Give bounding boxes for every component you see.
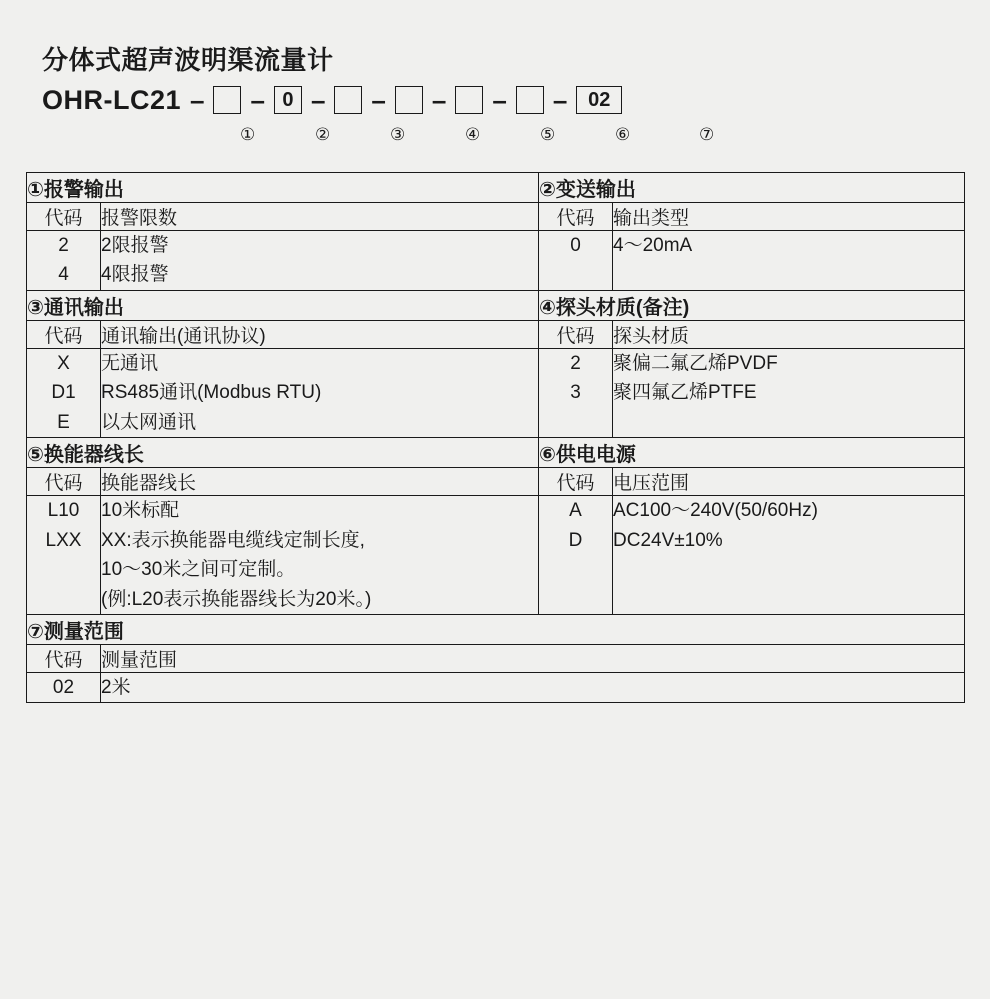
section-heading-3: ③通讯输出 xyxy=(27,290,539,320)
marker-2: ② xyxy=(315,125,331,144)
marker-4: ④ xyxy=(465,125,481,144)
table-row xyxy=(27,231,965,291)
section-2-descs xyxy=(613,231,965,291)
table-row xyxy=(27,644,965,672)
code-cell: LXX xyxy=(45,529,82,551)
options-table xyxy=(26,172,965,703)
desc-cell: 无通讯 xyxy=(101,352,159,374)
col-header-code-6: 代码 xyxy=(539,468,613,496)
col-header-code-1: 代码 xyxy=(27,203,101,231)
section-7-descs xyxy=(101,672,965,702)
table-row xyxy=(27,348,965,437)
desc-cell: RS485通讯(Modbus RTU) xyxy=(101,382,322,404)
section-6-descs xyxy=(613,496,965,615)
desc-note: 10～30米之间可定制。 xyxy=(101,559,296,581)
model-slot-4[interactable] xyxy=(395,86,423,114)
model-prefix: OHR-LC21 xyxy=(42,84,182,115)
marker-3: ③ xyxy=(390,125,406,144)
desc-cell: AC100～240V(50/60Hz) xyxy=(613,500,818,522)
code-cell: D1 xyxy=(51,382,76,404)
section-heading-1: ①报警输出 xyxy=(27,173,539,203)
code-cell: A xyxy=(569,500,582,522)
code-cell: D xyxy=(568,529,583,551)
section-heading-4: ④探头材质(备注) xyxy=(539,290,965,320)
section-heading-7: ⑦测量范围 xyxy=(27,614,965,644)
col-header-desc-3: 通讯输出(通讯协议) xyxy=(101,320,539,348)
section-3-codes xyxy=(27,348,101,437)
section-1-codes xyxy=(27,231,101,291)
col-header-code-5: 代码 xyxy=(27,468,101,496)
code-cell: E xyxy=(57,411,70,433)
col-header-desc-6: 电压范围 xyxy=(613,468,965,496)
col-header-code-3: 代码 xyxy=(27,320,101,348)
section-4-codes xyxy=(539,348,613,437)
desc-cell: 聚四氟乙烯PTFE xyxy=(613,382,757,404)
code-cell: 4 xyxy=(58,264,69,286)
code-cell: X xyxy=(57,352,70,374)
model-slot-3[interactable] xyxy=(334,86,362,114)
table-row xyxy=(27,173,965,203)
table-row xyxy=(27,614,965,644)
col-header-code-7: 代码 xyxy=(27,644,101,672)
model-slot-7[interactable]: 02 xyxy=(576,86,622,114)
model-slot-6[interactable] xyxy=(516,86,544,114)
section-2-codes xyxy=(539,231,613,291)
col-header-desc-1: 报警限数 xyxy=(101,203,539,231)
dash-5: – xyxy=(492,85,507,115)
code-cell: 3 xyxy=(570,382,581,404)
desc-cell: XX:表示换能器电缆线定制长度, xyxy=(101,529,365,551)
section-5-codes xyxy=(27,496,101,615)
section-3-descs xyxy=(101,348,539,437)
table-row xyxy=(27,438,965,468)
code-cell: 02 xyxy=(52,676,75,698)
col-header-desc-7: 测量范围 xyxy=(101,644,965,672)
col-header-code-4: 代码 xyxy=(539,320,613,348)
col-header-desc-5: 换能器线长 xyxy=(101,468,539,496)
desc-cell: 2限报警 xyxy=(101,235,169,256)
code-cell: L10 xyxy=(47,500,80,522)
page-title: 分体式超声波明渠流量计 xyxy=(42,45,334,75)
dash-1: – xyxy=(250,85,265,115)
desc-note: (例:L20表示换能器线长为20米。) xyxy=(101,588,372,610)
section-heading-5: ⑤换能器线长 xyxy=(27,438,539,468)
table-row xyxy=(27,672,965,702)
dash-6: – xyxy=(552,85,568,115)
col-header-code-2: 代码 xyxy=(539,203,613,231)
code-cell: 2 xyxy=(58,235,69,256)
section-7-codes xyxy=(27,672,101,702)
desc-cell: DC24V±10% xyxy=(613,529,723,551)
marker-1: ① xyxy=(240,125,256,144)
marker-6: ⑥ xyxy=(615,125,631,144)
code-cell: 2 xyxy=(570,352,581,374)
section-6-codes xyxy=(539,496,613,615)
table-row xyxy=(27,496,965,615)
dash-0: – xyxy=(190,85,205,115)
col-header-desc-4: 探头材质 xyxy=(613,320,965,348)
model-slot-5[interactable] xyxy=(455,86,483,114)
section-1-descs xyxy=(101,231,539,291)
dash-2: – xyxy=(310,85,326,115)
col-header-desc-2: 输出类型 xyxy=(613,203,965,231)
desc-cell: 4限报警 xyxy=(101,264,169,286)
desc-cell: 4～20mA xyxy=(613,235,693,256)
section-heading-2: ②变送输出 xyxy=(539,173,965,203)
section-heading-6: ⑥供电电源 xyxy=(539,438,965,468)
model-slot-1[interactable] xyxy=(213,86,241,114)
table-row xyxy=(27,468,965,496)
desc-cell: 10米标配 xyxy=(101,500,180,522)
table-row xyxy=(27,203,965,231)
table-row xyxy=(27,320,965,348)
model-slot-2[interactable]: 0 xyxy=(274,86,302,114)
code-cell: 0 xyxy=(570,235,581,256)
section-4-descs xyxy=(613,348,965,437)
model-code-row xyxy=(42,82,622,118)
desc-cell: 以太网通讯 xyxy=(101,411,197,433)
desc-cell: 聚偏二氟乙烯PVDF xyxy=(613,352,778,374)
dash-4: – xyxy=(431,85,447,115)
marker-7: ⑦ xyxy=(699,125,715,144)
dash-3: – xyxy=(371,85,386,115)
marker-5: ⑤ xyxy=(540,125,556,144)
desc-cell: 2米 xyxy=(101,676,131,698)
section-5-descs xyxy=(101,496,539,615)
table-row xyxy=(27,290,965,320)
